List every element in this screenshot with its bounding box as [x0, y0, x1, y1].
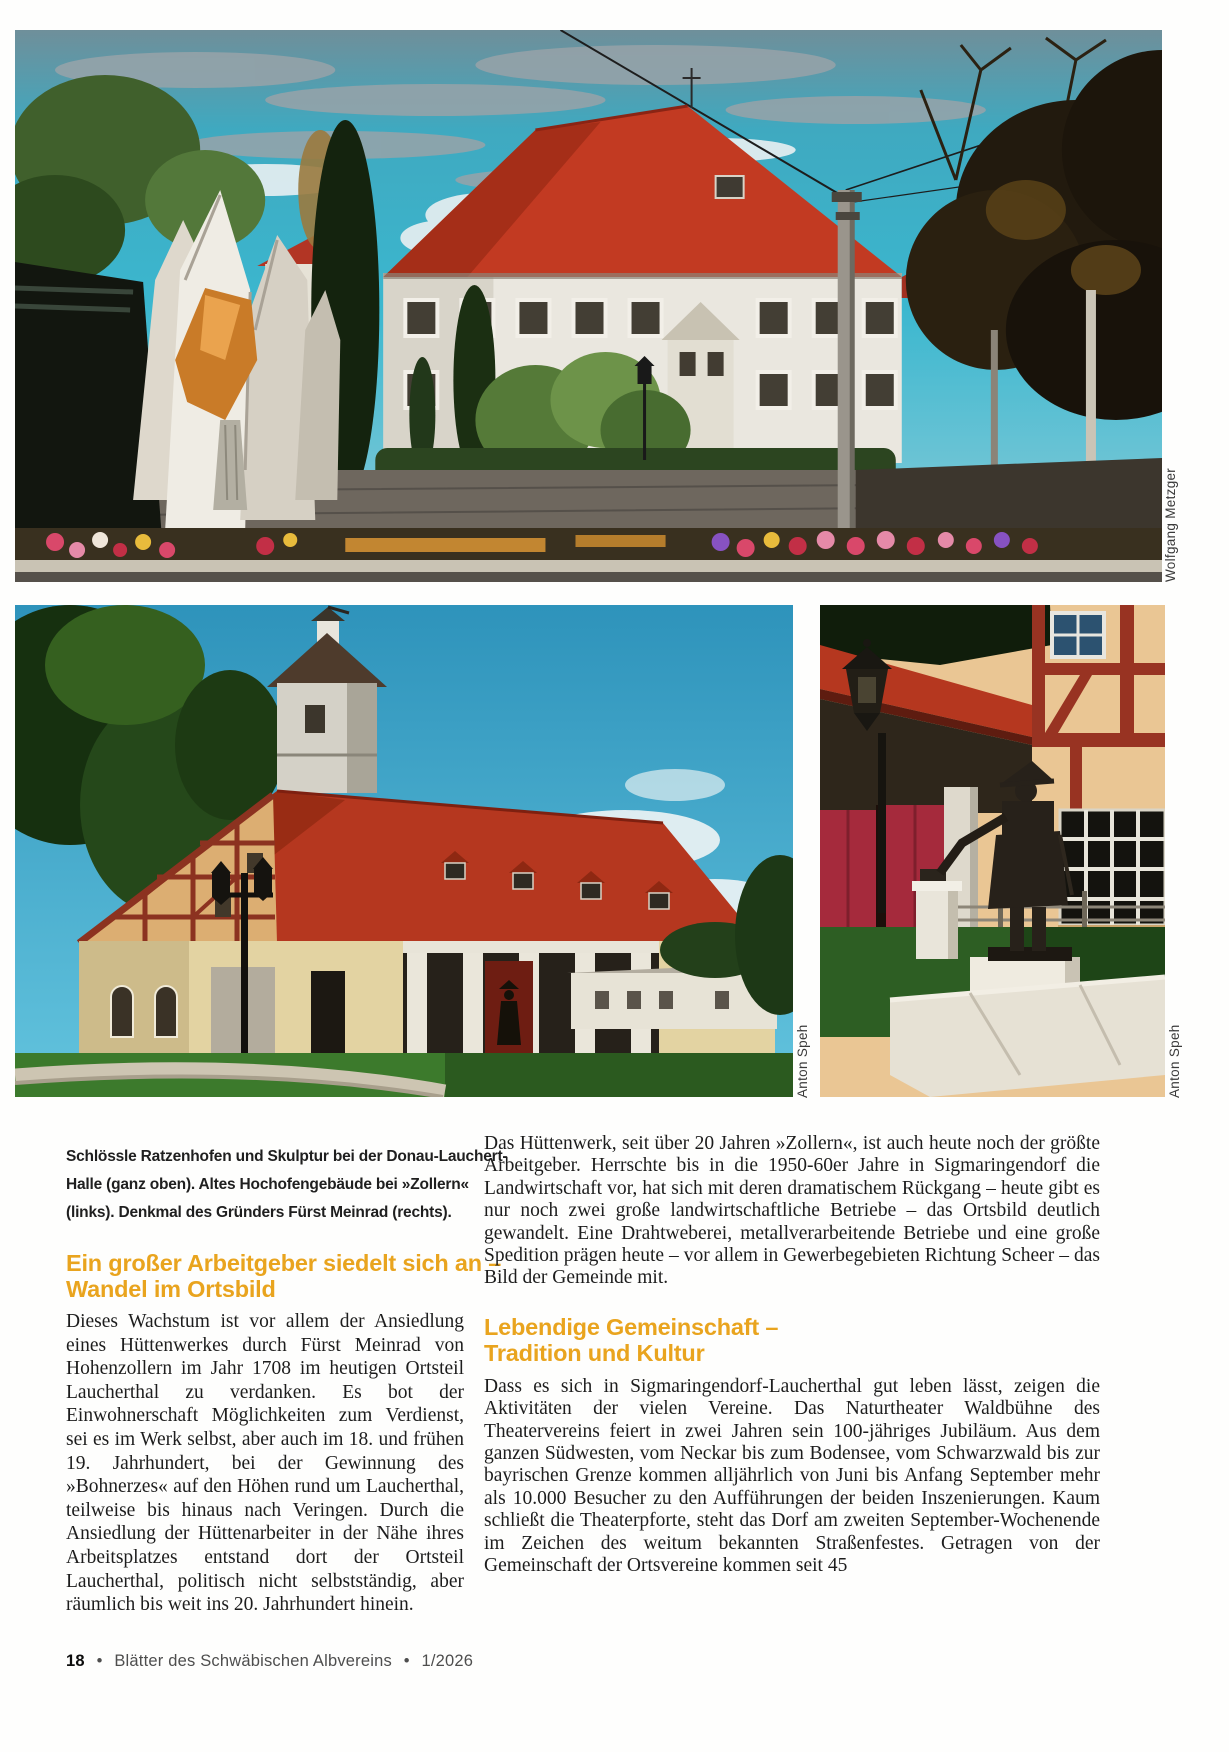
right-column-paragraph-2: Dass es sich in Sigmaringendorf-Laucherthal gut leben lässt, zeigen die Aktivitäten der vielen Vereine. Das Naturtheater Waldbühne des Theatervereins feiert in zwei Jahren sein 100-jähriges Jubiläum. Aus dem ganzen Südwesten, vom Neckar bis zum Bodensee, vom Schwarzwald bis zur bayrischen Grenze kommen alljährlich von Juni bis Anfang September mehr als 10.000 Besucher zu den Aufführungen der beiden Inszenierungen. Kaum schließt die Theaterpforte, steht das Dorf am zweiten September-Wochenende im Zeichen des weitum bekannten Straßenfestes. Getragen von der Gemeinschaft der Ortsvereine kommen seit 45 — [484, 1375, 1100, 1577]
gable-window — [1052, 613, 1104, 657]
left-photo-illustration — [15, 605, 793, 1097]
section-heading-gemeinschaft — [484, 1314, 1100, 1366]
heading-line: Wandel im Ortsbild — [66, 1276, 276, 1302]
photo-credit-top: Wolfgang Metzger — [1163, 467, 1178, 582]
footer-bullet: • — [96, 1652, 103, 1670]
article-right-column — [484, 1133, 1100, 1578]
photo-credit-right: Anton Speh — [1167, 1024, 1182, 1098]
heading-line: Ein großer Arbeitgeber siedelt sich an – — [66, 1250, 502, 1276]
photo-caption — [66, 1143, 507, 1227]
page-footer — [66, 1652, 473, 1671]
photo-hochofengebaeude — [15, 605, 793, 1097]
issue-number: 1/2026 — [421, 1652, 474, 1670]
top-photo-illustration — [15, 30, 1162, 582]
article-left-column — [66, 1250, 502, 1617]
heading-line: Tradition und Kultur — [484, 1339, 705, 1366]
heading-line: Lebendige Gemeinschaft – — [484, 1313, 779, 1340]
photo-schloessle-ratzenhofen — [15, 30, 1162, 582]
workshop-window — [1058, 810, 1165, 933]
right-photo-illustration — [820, 605, 1165, 1097]
flower-bed — [15, 528, 1162, 582]
caption-line: (links). Denkmal des Gründers Fürst Meinrad (rechts). — [66, 1204, 452, 1221]
magazine-title: Blätter des Schwäbischen Albvereins — [114, 1652, 392, 1670]
caption-line: Schlössle Ratzenhofen und Skulptur bei der Donau-Lauchert- — [66, 1148, 508, 1165]
page-number: 18 — [66, 1652, 85, 1670]
right-column-paragraph-1: Das Hüttenwerk, seit über 20 Jahren »Zollern«, ist auch heute noch der größte Arbeitgeber. Herrschte bis in die 1950-60er Jahre in Sigmaringendorf die Landwirtschaft vor, hat sich mit deren dramatischem Rückgang – heute gibt es nur noch zwei große landwirtschaftliche Betriebe – das Ortsbild deutlich gewandelt. Eine Drahtweberei, metallverarbeitende Betriebe und eine große Spedition prägen heute – vor allem in Gewerbegebieten Richtung Scheer – das Bild der Gemeinde mit. — [484, 1133, 1100, 1289]
left-column-body: Dieses Wachstum ist vor allem der Ansiedlung eines Hüttenwerkes durch Fürst Meinrad von Hohenzollern im Jahr 1708 im heutigen Ortsteil Laucherthal zu verdanken. Es bot der Einwohnerschaft Möglichkeiten zum Verdienst, sei es im Werk selbst, aber auch im 18. und frühen 19. Jahrhundert, bei der Gewinnung des »Bohnerzes« auf den Höhen rund um Laucherthal, teilweise bis hinaus nach Veringen. Durch die Ansiedlung der Hüttenarbeiter in der Nähe ihres Arbeitsplatzes entstand dort der Ortsteil Laucherthal, politisch nicht selbstständig, aber räumlich bis weit ins 20. Jahrhundert hinein. — [66, 1311, 464, 1616]
caption-line: Halle (ganz oben). Altes Hochofengebäude bei »Zollern« — [66, 1176, 469, 1193]
photo-fuerst-meinrad-denkmal — [820, 605, 1165, 1097]
lawn — [15, 1053, 793, 1097]
footer-bullet: • — [403, 1652, 410, 1670]
photo-credit-left: Anton Speh — [795, 1024, 810, 1098]
section-heading-arbeitgeber — [66, 1250, 502, 1302]
